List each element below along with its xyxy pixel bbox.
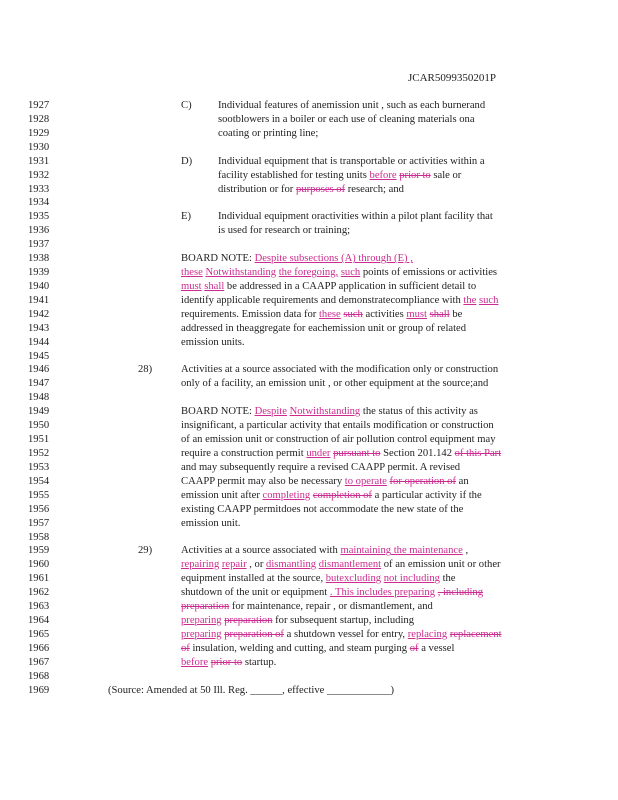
text-line (0, 544, 618, 558)
text-segment: a particular activity if the (371, 489, 482, 501)
text-segment: the (439, 573, 456, 585)
line-text (181, 475, 469, 489)
line-number: 1960 (28, 559, 50, 571)
text-line (0, 224, 618, 238)
line-text (181, 614, 414, 628)
line-number: 1937 (28, 239, 50, 251)
line-number: 1932 (28, 169, 50, 181)
line-text (218, 183, 404, 197)
line-text (218, 127, 318, 141)
text-segment: research; and (345, 183, 404, 195)
inserted-text: dismantlement (318, 559, 382, 571)
text-segment: identify applicable requirements and demonstratecompliance with (181, 294, 464, 306)
text-segment: coating or printing line; (218, 127, 319, 139)
line-text (181, 322, 466, 336)
inserted-text: before (369, 169, 397, 181)
inserted-text: must (181, 280, 202, 292)
inserted-text: preparing (181, 628, 222, 640)
text-line (0, 196, 618, 210)
line-text (181, 572, 456, 586)
text-segment: of an emission unit or other (381, 559, 501, 571)
line-text (138, 363, 152, 377)
line-text (218, 155, 485, 169)
line-number: 1930 (28, 141, 50, 153)
line-text (181, 447, 501, 461)
deleted-text: preparation (181, 601, 230, 613)
text-segment: equipment installed at the source, (181, 573, 326, 585)
inserted-text: such (340, 267, 361, 279)
inserted-text: such (479, 294, 499, 306)
text-segment: Individual features of anemission unit , such as each burnerand (218, 100, 486, 111)
text-segment: an (455, 475, 469, 487)
text-segment: , (462, 545, 469, 557)
text-segment: C) (181, 100, 192, 111)
text-segment: for maintenance, repair , or dismantlement, and (229, 601, 433, 613)
text-segment: insulation, welding and cutting, and steam purging (189, 642, 410, 654)
deleted-text: of (409, 642, 419, 654)
line-text (181, 336, 245, 350)
line-text (181, 642, 454, 656)
text-segment: BOARD NOTE: (181, 406, 255, 418)
line-number: 1967 (28, 656, 50, 668)
line-text (181, 377, 488, 391)
text-segment: insignificant, a particular activity that entails modification or construction (181, 420, 494, 432)
line-text (218, 169, 461, 183)
text-line (0, 600, 618, 614)
text-line (0, 252, 618, 266)
text-segment: shutdown of the unit or equipment (181, 587, 330, 599)
text-line (0, 614, 618, 628)
deleted-text: preparation (224, 615, 273, 627)
text-line (0, 419, 618, 433)
text-line (0, 628, 618, 642)
text-line (0, 684, 618, 698)
line-number: 1938 (28, 253, 50, 265)
text-line (0, 99, 618, 113)
line-number: 1944 (28, 336, 50, 348)
deleted-text: completion of (312, 489, 372, 501)
text-segment: Individual equipment that is transportable or activities within a (218, 155, 485, 167)
line-number: 1928 (28, 113, 50, 125)
deleted-text: shall (429, 308, 450, 320)
line-text (138, 544, 152, 558)
text-segment: Section 201.142 (380, 448, 455, 459)
line-text (181, 586, 483, 600)
line-number: 1931 (28, 155, 50, 167)
text-line (0, 503, 618, 517)
text-line (0, 238, 618, 252)
inserted-text: replacing (407, 628, 448, 640)
line-text (181, 252, 413, 266)
text-line (0, 489, 618, 503)
text-line (0, 113, 618, 127)
inserted-text: butexcluding (325, 573, 382, 585)
text-line (0, 586, 618, 600)
text-line (0, 670, 618, 684)
line-number: 1969 (28, 684, 50, 696)
text-segment: Activities at a source associated with the modification only or construction (181, 364, 499, 376)
line-text (181, 600, 433, 614)
inserted-text: shall (204, 280, 225, 292)
line-text (181, 517, 240, 531)
line-number: 1936 (28, 225, 50, 237)
line-text (181, 628, 502, 642)
text-segment: sale or (430, 169, 462, 181)
text-line (0, 558, 618, 572)
line-number: 1962 (28, 587, 50, 599)
text-segment: be addressed in a CAAPP application in sufficient detail to (224, 280, 477, 292)
line-number: 1940 (28, 280, 50, 292)
text-line (0, 447, 618, 461)
text-segment: sootblowers in a boiler or each use of cleaning materials ona (218, 113, 475, 125)
inserted-text: repairing (181, 559, 220, 571)
text-segment: points of emissions or activities (360, 267, 498, 279)
line-number: 1941 (28, 294, 50, 306)
line-number: 1964 (28, 615, 50, 627)
line-text (181, 461, 460, 475)
line-number: 1965 (28, 628, 50, 640)
line-number: 1968 (28, 670, 50, 682)
deleted-text: of this Part (454, 448, 502, 459)
text-line (0, 391, 618, 405)
deleted-text: such (343, 308, 363, 320)
line-text (218, 224, 350, 238)
text-segment: (Source: Amended at 50 Ill. Reg. ______, effective ____________) (108, 684, 395, 696)
line-text (181, 99, 192, 113)
inserted-text: these (181, 267, 203, 279)
text-segment: Individual equipment oractivities within a pilot plant facility that (218, 211, 493, 223)
text-line (0, 350, 618, 364)
text-segment: of an emission unit or construction of air pollution control equipment may (181, 434, 496, 446)
text-line (0, 656, 618, 670)
deleted-text: prior to (399, 169, 431, 181)
text-segment: D) (181, 155, 193, 167)
text-line (0, 280, 618, 294)
inserted-text: under (306, 448, 331, 459)
text-segment: only of a facility, an emission unit , or other equipment at the source;and (181, 378, 489, 390)
line-number: 1957 (28, 517, 50, 529)
text-segment: E) (181, 211, 191, 223)
inserted-text: Notwithstanding (289, 406, 361, 418)
line-number: 1955 (28, 489, 50, 501)
line-text (181, 503, 463, 517)
text-line (0, 433, 618, 447)
document-id-header: JCAR5099350201P (408, 72, 497, 84)
text-line (0, 169, 618, 183)
text-segment: require a construction permit (181, 448, 307, 459)
line-number: 1952 (28, 448, 50, 459)
inserted-text: the (463, 294, 477, 306)
line-text (181, 419, 494, 433)
inserted-text: Despite subsections (A) through (E) , (254, 253, 413, 265)
line-text (181, 308, 462, 322)
text-line (0, 461, 618, 475)
inserted-text: completing (262, 489, 311, 501)
line-number: 1958 (28, 531, 50, 543)
text-segment: emission units. (181, 336, 245, 348)
line-number: 1927 (28, 100, 50, 111)
line-number: 1953 (28, 461, 50, 473)
line-number: 1942 (28, 308, 50, 320)
line-number: 1948 (28, 392, 50, 404)
line-text (181, 558, 501, 572)
line-number: 1943 (28, 322, 50, 334)
inserted-text: Notwithstanding (205, 267, 277, 279)
text-segment: Activities at a source associated with (181, 545, 341, 557)
line-text (181, 405, 478, 419)
line-number: 1961 (28, 573, 50, 585)
deleted-text: purposes of (295, 183, 346, 195)
line-text (218, 99, 485, 113)
line-number: 1947 (28, 378, 50, 390)
deleted-text: replacement (449, 628, 502, 640)
deleted-text: preparation of (224, 628, 284, 640)
line-number: 1933 (28, 183, 50, 195)
line-text (181, 656, 276, 670)
line-number: 1945 (28, 350, 50, 362)
text-segment: , or (246, 559, 267, 571)
text-segment: existing CAAPP permitdoes not accommodate the new state of the (181, 503, 464, 515)
text-segment: a vessel (418, 642, 455, 654)
text-line (0, 531, 618, 545)
text-line (0, 405, 618, 419)
line-text (181, 155, 192, 169)
text-segment: 28) (138, 364, 153, 376)
inserted-text: the foregoing, (278, 267, 339, 279)
line-text (218, 113, 475, 127)
text-line (0, 336, 618, 350)
line-number: 1946 (28, 364, 50, 376)
inserted-text: these (318, 308, 341, 320)
inserted-text: must (406, 308, 427, 320)
text-segment: startup. (242, 656, 277, 668)
line-number: 1935 (28, 211, 50, 223)
inserted-text: maintaining the maintenance (340, 545, 463, 557)
line-number: 1939 (28, 267, 50, 279)
text-line (0, 308, 618, 322)
line-text (181, 210, 191, 224)
text-line (0, 127, 618, 141)
line-number: 1950 (28, 420, 50, 432)
text-line (0, 155, 618, 169)
line-number: 1929 (28, 127, 50, 139)
deleted-text: , including (437, 587, 484, 599)
inserted-text: to operate (344, 475, 387, 487)
deleted-text: pursuant to (333, 448, 381, 459)
text-segment: for subsequent startup, including (272, 615, 415, 627)
line-number: 1963 (28, 601, 50, 613)
deleted-text: prior to (210, 656, 243, 668)
inserted-text: Despite (254, 406, 287, 418)
text-line (0, 642, 618, 656)
text-line (0, 475, 618, 489)
inserted-text: dismantling (266, 559, 317, 571)
line-text (181, 489, 482, 503)
text-segment: emission unit after (181, 489, 263, 501)
text-segment: emission unit. (181, 517, 241, 529)
text-line (0, 363, 618, 377)
line-text (181, 280, 476, 294)
line-number: 1949 (28, 406, 50, 418)
text-line (0, 183, 618, 197)
text-segment: 29) (138, 545, 153, 557)
line-text (218, 210, 493, 224)
line-text (181, 544, 468, 558)
text-line (0, 141, 618, 155)
text-segment: the status of this activity as (360, 406, 478, 418)
line-text (181, 266, 497, 280)
text-line (0, 210, 618, 224)
line-number: 1951 (28, 434, 50, 446)
text-segment: is used for research or training; (218, 225, 351, 237)
inserted-text: not including (383, 573, 440, 585)
line-text (181, 294, 498, 308)
line-number: 1966 (28, 642, 50, 654)
inserted-text: repair (221, 559, 247, 571)
text-segment: facility established for testing units (218, 169, 370, 181)
text-line (0, 377, 618, 391)
inserted-text: before (181, 656, 209, 668)
inserted-text: preparing (181, 615, 222, 627)
text-segment: and may subsequently require a revised CAAPP permit. A revised (181, 461, 461, 473)
text-line (0, 517, 618, 531)
text-segment: distribution or for (218, 183, 296, 195)
deleted-text: for operation of (389, 475, 456, 487)
text-line (0, 572, 618, 586)
line-text (108, 684, 394, 698)
line-number: 1959 (28, 545, 50, 557)
text-segment: BOARD NOTE: (181, 253, 255, 265)
text-segment: addressed in theaggregate for eachemission unit or group of related (181, 322, 467, 334)
text-segment: activities (362, 308, 407, 320)
line-number: 1954 (28, 475, 50, 487)
inserted-text: . This includes preparing (329, 587, 436, 599)
text-segment: be (449, 308, 463, 320)
line-text (181, 433, 496, 447)
text-segment: a shutdown vessel for entry, (283, 628, 408, 640)
deleted-text: of (181, 642, 190, 654)
text-segment: CAAPP permit may also be necessary (181, 475, 345, 487)
text-line (0, 266, 618, 280)
line-number: 1956 (28, 503, 50, 515)
line-text (181, 363, 498, 377)
text-line (0, 294, 618, 308)
line-number: 1934 (28, 197, 50, 209)
text-segment: requirements. Emission data for (181, 308, 319, 320)
text-line (0, 322, 618, 336)
